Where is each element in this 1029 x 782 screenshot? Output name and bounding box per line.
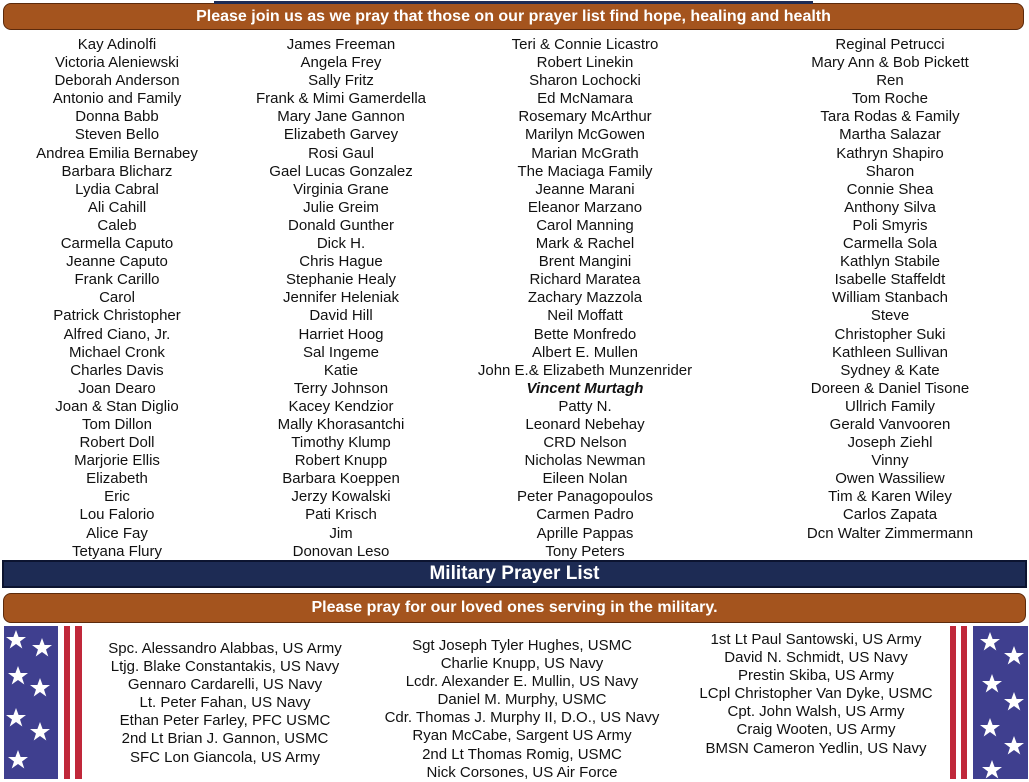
list-item: Terry Johnson xyxy=(293,379,389,397)
list-item: Tara Rodas & Family xyxy=(820,108,960,126)
list-item: Steve xyxy=(870,307,910,325)
list-item: Kacey Kendzior xyxy=(288,397,394,415)
list-item: Carmella Caputo xyxy=(60,235,174,253)
list-item: Kathlyn Stabile xyxy=(839,253,941,271)
list-item: Joseph Ziehl xyxy=(847,434,933,452)
list-item: Robert Linekin xyxy=(536,54,634,72)
military-column-3 xyxy=(699,631,932,758)
list-item: Brent Mangini xyxy=(538,253,632,271)
list-item: Ltjg. Blake Constantakis, US Navy xyxy=(110,658,340,676)
list-item: Frank & Mimi Gamerdella xyxy=(255,90,427,108)
list-item: Daniel M. Murphy, USMC xyxy=(437,691,607,709)
list-item: Sharon Lochocki xyxy=(529,72,641,90)
list-item: BMSN Cameron Yedlin, US Navy xyxy=(705,739,927,757)
prayer-banner xyxy=(3,3,1024,30)
list-item: Alfred Ciano, Jr. xyxy=(63,325,171,343)
list-item: The Maciaga Family xyxy=(517,162,653,180)
list-item: Robert Knupp xyxy=(294,452,388,470)
list-item: Neil Moffatt xyxy=(547,307,623,325)
list-item: Jeanne Caputo xyxy=(66,253,168,271)
list-item: Pati Krisch xyxy=(305,506,377,524)
list-item: Mally Khorasantchi xyxy=(277,415,405,433)
list-item: Dcn Walter Zimmermann xyxy=(806,524,974,542)
military-title: Military Prayer List xyxy=(429,563,600,584)
list-item: Deborah Anderson xyxy=(54,72,180,90)
list-item: Albert E. Mullen xyxy=(532,343,638,361)
list-item: Marjorie Ellis xyxy=(74,452,160,470)
list-item: Harriet Hoog xyxy=(298,325,384,343)
list-item: Tetyana Flury xyxy=(71,542,163,560)
list-item: Owen Wassiliew xyxy=(835,470,945,488)
list-item: LCpl Christopher Van Dyke, USMC xyxy=(699,685,933,703)
list-item: Mary Ann & Bob Pickett xyxy=(811,54,969,72)
list-item: Carlos Zapata xyxy=(842,506,938,524)
list-item: Elizabeth xyxy=(86,470,148,488)
prayer-column-2 xyxy=(256,36,426,561)
list-item: Tom Roche xyxy=(852,90,928,108)
list-item: Andrea Emilia Bernabey xyxy=(36,144,198,162)
list-item: William Stanbach xyxy=(832,289,948,307)
list-item: Jennifer Heleniak xyxy=(283,289,399,307)
prayer-column-1 xyxy=(36,36,198,561)
list-item: SFC Lon Giancola, US Army xyxy=(129,748,321,766)
list-item: Eileen Nolan xyxy=(542,470,628,488)
list-item: Patty N. xyxy=(558,397,612,415)
list-item: Eric xyxy=(104,488,130,506)
list-item: 1st Lt Paul Santowski, US Army xyxy=(710,631,922,648)
list-item: Jerzy Kowalski xyxy=(291,488,391,506)
list-item: Barbara Blicharz xyxy=(61,162,173,180)
list-item: John E.& Elizabeth Munzenrider xyxy=(477,361,693,379)
list-item: David Hill xyxy=(309,307,373,325)
list-item: Bette Monfredo xyxy=(533,325,637,343)
list-item: Frank Carillo xyxy=(74,271,160,289)
list-item: Jeanne Marani xyxy=(535,180,635,198)
list-item: Caleb xyxy=(97,216,137,234)
list-item: Prestin Skiba, US Army xyxy=(738,667,894,685)
list-item: Christopher Suki xyxy=(834,325,946,343)
list-item: Ren xyxy=(876,72,904,90)
list-item: Carmen Padro xyxy=(536,506,634,524)
military-column-2 xyxy=(385,637,660,782)
list-item: Stephanie Healy xyxy=(285,271,397,289)
list-item: Kathleen Sullivan xyxy=(832,343,948,361)
list-item: Virginia Grane xyxy=(293,180,389,198)
list-item: Chris Hague xyxy=(299,253,383,271)
list-item: Tim & Karen Wiley xyxy=(828,488,952,506)
list-item: Sgt Joseph Tyler Hughes, USMC xyxy=(412,637,632,654)
list-item: Timothy Klump xyxy=(291,434,391,452)
list-item: Martha Salazar xyxy=(839,126,941,144)
list-item: Sydney & Kate xyxy=(840,361,940,379)
list-item: Cdr. Thomas J. Murphy II, D.O., US Navy xyxy=(384,709,660,727)
list-item: Barbara Koeppen xyxy=(282,470,400,488)
list-item: CRD Nelson xyxy=(543,434,627,452)
list-item: Mary Jane Gannon xyxy=(277,108,405,126)
military-column-1 xyxy=(108,640,341,767)
list-item: Kay Adinolfi xyxy=(77,36,157,53)
military-header xyxy=(2,560,1027,588)
list-item: Teri & Connie Licastro xyxy=(511,36,659,53)
list-item: Marilyn McGowen xyxy=(524,126,646,144)
list-item: Katie xyxy=(323,361,359,379)
list-item: Gerald Vanvooren xyxy=(829,415,951,433)
list-item: Mark & Rachel xyxy=(535,235,635,253)
list-item: Steven Bello xyxy=(74,126,160,144)
list-item: Lydia Cabral xyxy=(75,180,159,198)
list-item: Sharon xyxy=(865,162,915,180)
list-item: James Freeman xyxy=(286,36,396,53)
list-item: Joan Dearo xyxy=(78,379,156,397)
list-item: Michael Cronk xyxy=(69,343,165,361)
list-item: 2nd Lt Brian J. Gannon, USMC xyxy=(121,730,329,748)
list-item: Nicholas Newman xyxy=(524,452,646,470)
list-item: Craig Wooten, US Army xyxy=(736,721,896,739)
list-item: Spc. Alessandro Alabbas, US Army xyxy=(108,640,342,657)
list-item: Elizabeth Garvey xyxy=(283,126,399,144)
prayer-column-3 xyxy=(478,36,692,561)
list-item: Vincent Murtagh xyxy=(526,379,644,397)
list-item: Tom Dillon xyxy=(81,415,153,433)
list-item: Eleanor Marzano xyxy=(527,198,643,216)
list-item: Donovan Leso xyxy=(292,542,390,560)
list-item: David N. Schmidt, US Navy xyxy=(724,649,908,667)
list-item: Sally Fritz xyxy=(308,72,374,90)
list-item: Lou Falorio xyxy=(79,506,155,524)
list-item: Jim xyxy=(329,524,353,542)
american-flag-icon xyxy=(4,626,82,779)
list-item: Marian McGrath xyxy=(531,144,639,162)
list-item: Carol xyxy=(99,289,135,307)
list-item: Charles Davis xyxy=(70,361,164,379)
list-item: Rosi Gaul xyxy=(308,144,374,162)
list-item: Victoria Aleniewski xyxy=(55,54,179,72)
list-item: Anthony Silva xyxy=(844,198,936,216)
list-item: Cpt. John Walsh, US Army xyxy=(727,703,905,721)
list-item: Ryan McCabe, Sargent US Army xyxy=(412,727,632,745)
list-item: Poli Smyris xyxy=(852,216,928,234)
list-item: Dick H. xyxy=(316,235,366,253)
list-item: Ethan Peter Farley, PFC USMC xyxy=(119,712,331,730)
list-item: Aprille Pappas xyxy=(536,524,634,542)
list-item: Angela Frey xyxy=(300,54,382,72)
list-item: Julie Greim xyxy=(303,198,379,216)
list-item: Donald Gunther xyxy=(288,216,394,234)
list-item: Carmella Sola xyxy=(842,235,938,253)
list-item: Leonard Nebehay xyxy=(525,415,645,433)
list-item: Connie Shea xyxy=(846,180,934,198)
list-item: Lt. Peter Fahan, US Navy xyxy=(139,694,311,712)
list-item: Reginal Petrucci xyxy=(835,36,945,53)
list-item: Isabelle Staffeldt xyxy=(834,271,946,289)
prayer-list xyxy=(0,36,1029,561)
list-item: Ali Cahill xyxy=(87,198,147,216)
list-item: Zachary Mazzola xyxy=(527,289,643,307)
list-item: Charlie Knupp, US Navy xyxy=(440,655,604,673)
list-item: 2nd Lt Thomas Romig, USMC xyxy=(422,745,622,763)
prayer-banner-text: Please join us as we pray that those on our prayer list find hope, healing and health xyxy=(196,7,831,25)
list-item: Gennaro Cardarelli, US Navy xyxy=(127,676,323,694)
list-item: Carol Manning xyxy=(536,216,634,234)
list-item: Gael Lucas Gonzalez xyxy=(269,162,413,180)
list-item: Sal Ingeme xyxy=(303,343,379,361)
list-item: Robert Doll xyxy=(79,434,155,452)
list-item: Nick Corsones, US Air Force xyxy=(426,763,618,781)
list-item: Joan & Stan Diglio xyxy=(55,397,179,415)
list-item: Vinny xyxy=(871,452,909,470)
list-item: Ullrich Family xyxy=(844,397,935,415)
list-item: Peter Panagopoulos xyxy=(517,488,653,506)
list-item: Ed McNamara xyxy=(537,90,633,108)
list-item: Rosemary McArthur xyxy=(518,108,652,126)
list-item: Alice Fay xyxy=(86,524,148,542)
list-item: Lcdr. Alexander E. Mullin, US Navy xyxy=(405,673,639,691)
military-banner-text: Please pray for our loved ones serving in the military. xyxy=(311,599,718,616)
list-item: Antonio and Family xyxy=(52,90,182,108)
list-item: Patrick Christopher xyxy=(53,307,181,325)
list-item: Doreen & Daniel Tisone xyxy=(810,379,970,397)
list-item: Tony Peters xyxy=(545,542,625,560)
list-item: Richard Maratea xyxy=(529,271,641,289)
american-flag-icon xyxy=(950,626,1028,779)
military-banner xyxy=(3,593,1026,623)
list-item: Donna Babb xyxy=(75,108,159,126)
list-item: Kathryn Shapiro xyxy=(836,144,944,162)
prayer-column-4 xyxy=(807,36,973,543)
